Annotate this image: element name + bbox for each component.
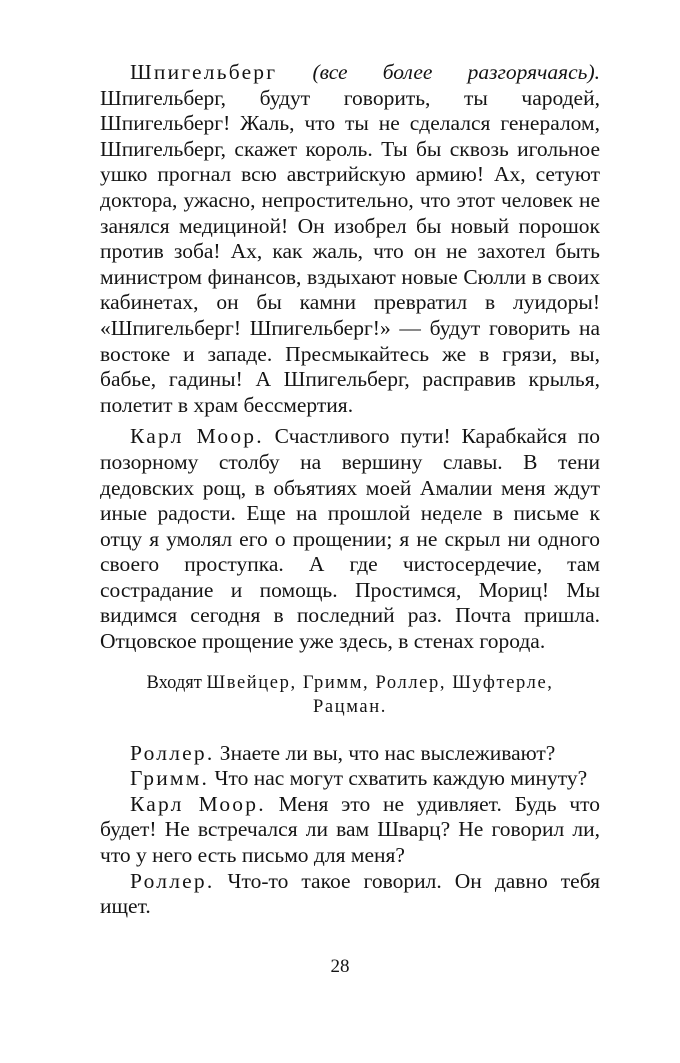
speaker-name: Роллер. — [130, 868, 215, 893]
speech-text: Счастливого пути! Карабкайся по позорному столбу на вершину славы. В тени дедовских рощ, в объятиях моей Амалии меня ждут иные радости. Еще на прошлой неделе в письме к отцу я умолял его о прощении; я не скрыл ни одного своего проступка. А где чистосердечие, там сострадание и помощь. Простимся, Мориц! Мы видимся сегодня в последний раз. Почта пришла. Отцовское прощение уже здесь, в стенах города. — [100, 424, 600, 654]
page-body — [100, 60, 600, 920]
dialogue-line — [100, 869, 600, 920]
dialogue-line — [100, 766, 600, 792]
dialogue-text: Меня это не удивляет. Будь что будет! Не встречался ли вам Шварц? Не говорил ли, что у него есть письмо для меня? — [100, 791, 600, 868]
dialogue-text: Знаете ли вы, что нас выслеживают? — [219, 740, 556, 765]
speaker-name: Карл Моор. — [130, 791, 266, 816]
speaker-name: Роллер. — [130, 740, 215, 765]
stage-direction-speakers: Швейцер, Гримм, Роллер, Шуфтерле, Рацман. — [206, 672, 554, 717]
page-number: 28 — [330, 956, 350, 977]
speech-spiegelberg — [100, 60, 600, 418]
speaker-name: Гримм. — [130, 766, 210, 791]
speaker-name: Карл Моор. — [130, 424, 264, 449]
dialogue-line — [100, 741, 600, 767]
dialogue-text: Что нас могут схватить каждую минуту? — [214, 766, 588, 791]
dialogue-text: Что-то такое говорил. Он давно тебя ищет. — [100, 868, 600, 919]
dialogue-line — [100, 792, 600, 869]
stage-remark: (все более разгорячаясь). — [312, 60, 600, 84]
speech-karl-moor — [100, 424, 600, 654]
speaker-name: Шпигельберг — [130, 60, 278, 84]
speech-text: Шпигельберг, будут говорить, ты чародей, Шпигельберг! Жаль, что ты не сделался генералом, Шпигельберг, скажет король. Ты бы сквозь игольное ушко прогнал всю австрийскую армию! Ах, сетуют доктора, ужасно, непростительно, что этот человек не занялся медициной! Он изобрел бы новый порошок против зоба! Ах, как жаль, что он не захотел быть министром финансов, вздыхают новые Сюлли в своих кабинетах, он бы камни превратил в луидоры! «Шпигельберг! Шпигельберг!» — будут говорить на востоке и западе. Пресмыкайтесь же в грязи, вы, бабье, гадины! А Шпигельберг, расправив крылья, полетит в храм бессмертия. — [100, 85, 600, 417]
stage-direction — [110, 671, 590, 719]
stage-direction-verb: Входят — [146, 672, 202, 693]
